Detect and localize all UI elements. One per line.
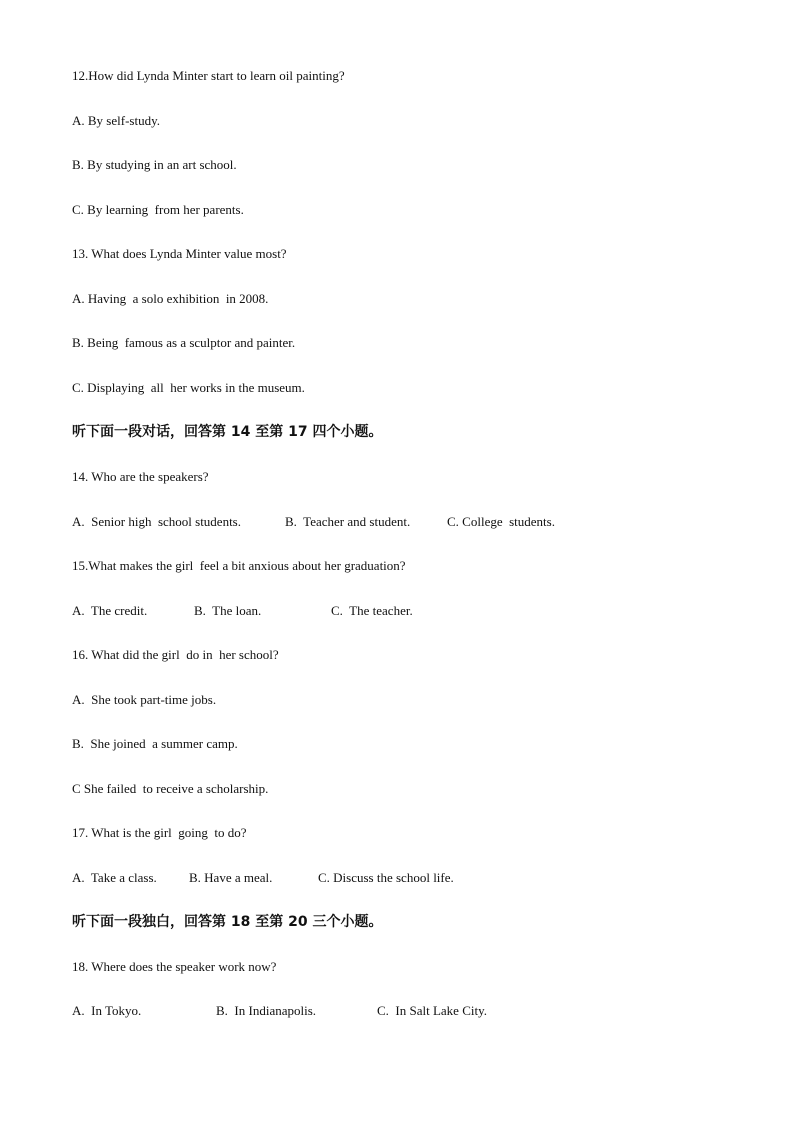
q14-option-a: A. Senior high school students.	[72, 514, 241, 529]
question-14: 14. Who are the speakers?	[72, 469, 209, 484]
question-16: 16. What did the girl do in her school?	[72, 647, 279, 662]
q17-option-b: B. Have a meal.	[189, 870, 273, 885]
q18-option-c: C. In Salt Lake City.	[377, 1003, 488, 1018]
question-17: 17. What is the girl going to do?	[72, 825, 247, 840]
q13-option-b: B. Being famous as a sculptor and painter.	[72, 335, 296, 350]
q16-option-c: C She failed to receive a scholarship.	[72, 781, 269, 796]
q13-option-c: C. Displaying all her works in the museum.	[72, 380, 305, 395]
question-13: 13. What does Lynda Minter value most?	[72, 246, 287, 261]
q12-option-a: A. By self-study.	[72, 113, 160, 128]
q16-option-a: A. She took part-time jobs.	[72, 692, 217, 707]
q15-option-c: C. The teacher.	[331, 603, 413, 618]
q17-option-a: A. Take a class.	[72, 870, 157, 885]
q15-option-a: A. The credit.	[72, 603, 148, 618]
q16-option-b: B. She joined a summer camp.	[72, 736, 238, 751]
question-18: 18. Where does the speaker work now?	[72, 959, 277, 974]
q14-options-row	[72, 514, 672, 530]
q15-options-row	[72, 603, 672, 619]
q14-option-b: B. Teacher and student.	[285, 514, 411, 529]
q13-option-a: A. Having a solo exhibition in 2008.	[72, 291, 269, 306]
section-heading-dialogue: 听下面一段对话，回答第 14 至第 17 四个小题。	[72, 424, 383, 440]
question-15: 15.What makes the girl feel a bit anxious about her graduation?	[72, 558, 406, 573]
q12-option-b: B. By studying in an art school.	[72, 157, 237, 172]
q12-option-c: C. By learning from her parents.	[72, 202, 244, 217]
q17-options-row	[72, 870, 672, 886]
q18-options-row	[72, 1003, 672, 1019]
q15-option-b: B. The loan.	[194, 603, 262, 618]
q17-option-c: C. Discuss the school life.	[318, 870, 454, 885]
question-12: 12.How did Lynda Minter start to learn oil painting?	[72, 68, 345, 83]
q18-option-a: A. In Tokyo.	[72, 1003, 142, 1018]
q14-option-c: C. College students.	[447, 514, 555, 529]
section-heading-monologue: 听下面一段独白，回答第 18 至第 20 三个小题。	[72, 914, 383, 930]
q18-option-b: B. In Indianapolis.	[216, 1003, 317, 1018]
